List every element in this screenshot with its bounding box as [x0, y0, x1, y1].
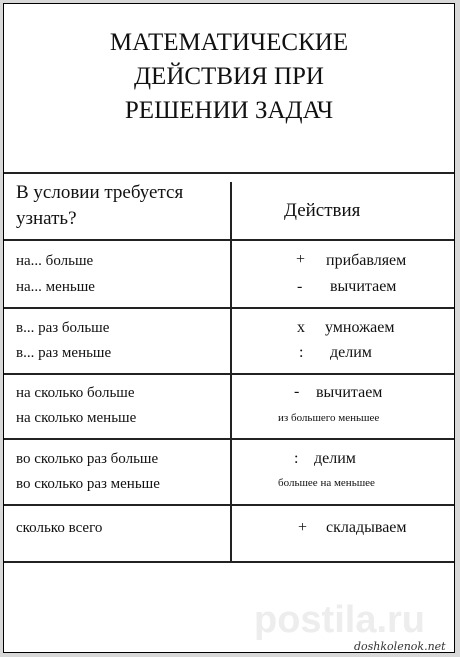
minus-symbol: -	[297, 278, 303, 295]
table-cell-action: умножаем	[325, 319, 395, 336]
table-cell-action: складываем	[326, 519, 407, 536]
multiply-symbol: х	[297, 319, 305, 336]
table-cell-condition: в... раз больше	[16, 320, 110, 336]
header-condition: В условии требуется узнать?	[16, 182, 184, 229]
row-divider	[4, 373, 454, 375]
watermark-logo: postila.ru	[254, 599, 426, 641]
action-note: большее на меньшее	[278, 477, 375, 489]
table-cell-condition: во сколько раз больше	[16, 451, 159, 467]
plus-symbol: +	[298, 519, 308, 536]
table-cell-action: вычитаем	[316, 384, 383, 401]
divide-symbol: :	[299, 344, 304, 361]
action-note: из большего меньшее	[278, 412, 380, 424]
row-divider	[4, 438, 454, 440]
table-cell-condition: на... больше	[16, 253, 94, 269]
table-top-border	[4, 172, 454, 174]
table-cell-condition: на сколько меньше	[16, 410, 137, 426]
row-divider	[4, 239, 454, 241]
table-cell-condition: во сколько раз меньше	[16, 476, 160, 492]
column-divider	[230, 182, 232, 561]
table-cell-action: прибавляем	[326, 252, 407, 269]
footer-site-name: doshkolenok.net	[354, 640, 446, 653]
minus-symbol: -	[294, 383, 300, 400]
table-cell-condition: на... меньше	[16, 279, 95, 295]
table-cell-action: вычитаем	[330, 278, 397, 295]
divide-symbol: :	[294, 450, 299, 467]
reference-card	[3, 3, 455, 653]
row-divider	[4, 504, 454, 506]
header-actions: Действия	[284, 200, 361, 221]
table-cell-condition: сколько всего	[16, 520, 103, 536]
title-line-1: МАТЕМАТИЧЕСКИЕ	[109, 29, 349, 56]
table-cell-condition: на сколько больше	[16, 385, 135, 401]
table-cell-action: делим	[314, 450, 356, 467]
plus-symbol: +	[296, 251, 306, 268]
table-cell-condition: в... раз меньше	[16, 345, 112, 361]
table-bottom-border	[4, 561, 454, 563]
title-line-3: РЕШЕНИИ ЗАДАЧ	[124, 97, 334, 124]
title-line-2: ДЕЙСТВИЯ ПРИ	[134, 63, 324, 90]
page-title	[4, 26, 454, 128]
row-divider	[4, 307, 454, 309]
table-cell-action: делим	[330, 344, 372, 361]
